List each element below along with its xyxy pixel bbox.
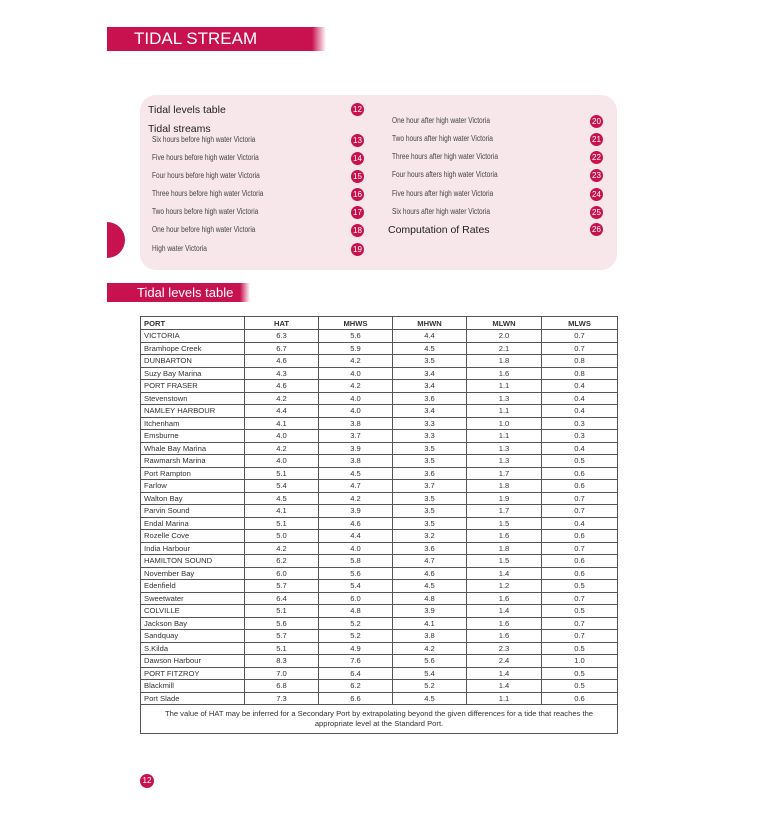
table-cell: 1.1 (467, 692, 542, 705)
table-cell: 0.4 (542, 517, 618, 530)
table-note-row (141, 705, 618, 734)
port-name-cell: Sandquay (141, 630, 245, 643)
table-row (141, 567, 618, 580)
table-cell: 1.1 (467, 430, 542, 443)
port-name-cell: HAMILTON SOUND (141, 555, 245, 568)
table-cell: 1.7 (467, 505, 542, 518)
toc-page-badge[interactable]: 12 (351, 103, 364, 116)
table-cell: 4.0 (319, 367, 393, 380)
table-cell: 1.5 (467, 517, 542, 530)
table-cell: 4.5 (393, 580, 467, 593)
table-cell: 0.3 (542, 417, 618, 430)
table-cell: 4.7 (319, 480, 393, 493)
table-cell: 6.6 (319, 692, 393, 705)
table-cell: 5.1 (245, 517, 319, 530)
toc-page-badge[interactable]: 25 (590, 206, 603, 219)
table-cell: 0.4 (542, 392, 618, 405)
table-row (141, 455, 618, 468)
table-cell: 3.9 (319, 442, 393, 455)
table-cell: 2.4 (467, 655, 542, 668)
table-cell: 4.4 (245, 405, 319, 418)
toc-item[interactable]: Five hours before high water Victoria (152, 153, 259, 162)
toc-item[interactable]: High water Victoria (152, 244, 207, 253)
table-cell: 4.5 (319, 467, 393, 480)
table-cell: 3.5 (393, 442, 467, 455)
table-cell: 0.7 (542, 492, 618, 505)
table-cell: 5.4 (245, 480, 319, 493)
table-row (141, 617, 618, 630)
table-cell: 4.9 (319, 642, 393, 655)
table-cell: 3.4 (393, 405, 467, 418)
table-cell: 3.5 (393, 492, 467, 505)
table-cell: 1.7 (467, 467, 542, 480)
table-row (141, 542, 618, 555)
table-cell: 4.2 (245, 542, 319, 555)
table-cell: 5.2 (393, 680, 467, 693)
table-cell: 0.7 (542, 542, 618, 555)
table-cell: 0.5 (542, 605, 618, 618)
table-cell: 3.9 (319, 505, 393, 518)
port-name-cell: Port Rampton (141, 467, 245, 480)
toc-page-badge[interactable]: 15 (351, 170, 364, 183)
port-name-cell: Farlow (141, 480, 245, 493)
table-cell: 4.5 (393, 692, 467, 705)
column-header: HAT (245, 317, 319, 330)
table-cell: 6.0 (245, 567, 319, 580)
table-cell: 7.0 (245, 667, 319, 680)
table-cell: 4.0 (319, 392, 393, 405)
table-cell: 5.6 (245, 617, 319, 630)
table-cell: 4.2 (319, 355, 393, 368)
port-name-cell: Edenfield (141, 580, 245, 593)
table-cell: 1.0 (542, 655, 618, 668)
table-cell: 3.8 (393, 630, 467, 643)
table-cell: 0.5 (542, 642, 618, 655)
table-cell: 5.0 (245, 530, 319, 543)
table-cell: 1.3 (467, 392, 542, 405)
table-cell: 6.2 (245, 555, 319, 568)
table-cell: 0.6 (542, 480, 618, 493)
table-cell: 1.0 (467, 417, 542, 430)
table-cell: 0.7 (542, 592, 618, 605)
port-name-cell: Itchenham (141, 417, 245, 430)
table-cell: 4.2 (393, 642, 467, 655)
table-cell: 3.7 (319, 430, 393, 443)
table-cell: 1.9 (467, 492, 542, 505)
table-cell: 0.5 (542, 455, 618, 468)
table-cell: 5.7 (245, 630, 319, 643)
table-cell: 5.6 (393, 655, 467, 668)
table-row (141, 330, 618, 343)
table-cell: 3.8 (319, 455, 393, 468)
side-tab-marker (107, 222, 125, 258)
table-cell: 5.9 (319, 342, 393, 355)
column-header: MLWS (542, 317, 618, 330)
table-row (141, 555, 618, 568)
table-cell: 0.7 (542, 505, 618, 518)
toc-item-tidal-levels[interactable]: Tidal levels table (148, 104, 226, 116)
table-cell: 0.6 (542, 567, 618, 580)
toc-page-badge[interactable]: 22 (590, 151, 603, 164)
table-cell: 4.1 (245, 417, 319, 430)
page-number: 12 (140, 774, 154, 788)
table-cell: 3.9 (393, 605, 467, 618)
contents-panel (140, 95, 617, 270)
table-cell: 4.6 (245, 380, 319, 393)
table-cell: 1.1 (467, 380, 542, 393)
table-cell: 0.7 (542, 630, 618, 643)
table-cell: 3.7 (393, 480, 467, 493)
port-name-cell: Rozelle Cove (141, 530, 245, 543)
table-cell: 4.4 (393, 330, 467, 343)
table-cell: 4.8 (319, 605, 393, 618)
table-cell: 0.8 (542, 367, 618, 380)
port-name-cell: Endal Marina (141, 517, 245, 530)
table-cell: 4.0 (319, 405, 393, 418)
toc-item[interactable]: One hour before high water Victoria (152, 225, 256, 234)
toc-item[interactable]: Four hours afters high water Victoria (392, 170, 498, 179)
port-name-cell: NAMLEY HARBOUR (141, 405, 245, 418)
table-cell: 0.7 (542, 330, 618, 343)
table-row (141, 430, 618, 443)
table-cell: 1.8 (467, 355, 542, 368)
table-cell: 4.6 (245, 355, 319, 368)
port-name-cell: India Harbour (141, 542, 245, 555)
table-cell: 1.6 (467, 630, 542, 643)
table-row (141, 405, 618, 418)
table-cell: 5.4 (393, 667, 467, 680)
table-note: The value of HAT may be inferred for a Secondary Port by extrapolating beyond the given differences for a tide that reaches the appropriate level at the Standard Port. (141, 705, 618, 734)
toc-heading-tidal-streams: Tidal streams (148, 123, 211, 135)
column-header: MLWN (467, 317, 542, 330)
port-name-cell: PORT FRASER (141, 380, 245, 393)
table-cell: 5.6 (319, 330, 393, 343)
toc-item[interactable]: Two hours before high water Victoria (152, 207, 259, 216)
toc-page-badge[interactable]: 24 (590, 188, 603, 201)
table-cell: 0.4 (542, 380, 618, 393)
table-row (141, 592, 618, 605)
table-cell: 3.4 (393, 380, 467, 393)
table-cell: 3.5 (393, 455, 467, 468)
table-cell: 3.6 (393, 392, 467, 405)
table-cell: 5.2 (319, 630, 393, 643)
table-row (141, 580, 618, 593)
table-cell: 5.7 (245, 580, 319, 593)
table-row (141, 392, 618, 405)
table-row (141, 467, 618, 480)
tidal-levels-table (140, 316, 618, 734)
table-cell: 1.2 (467, 580, 542, 593)
table-cell: 4.5 (245, 492, 319, 505)
table-cell: 1.3 (467, 455, 542, 468)
table-cell: 5.6 (319, 567, 393, 580)
table-cell: 0.3 (542, 430, 618, 443)
table-cell: 3.2 (393, 530, 467, 543)
table-cell: 6.2 (319, 680, 393, 693)
toc-item[interactable]: Six hours before high water Victoria (152, 135, 256, 144)
table-row (141, 630, 618, 643)
port-name-cell: DUNBARTON (141, 355, 245, 368)
table-cell: 1.6 (467, 592, 542, 605)
table-cell: 2.0 (467, 330, 542, 343)
table-cell: 8.3 (245, 655, 319, 668)
table-cell: 0.4 (542, 405, 618, 418)
toc-item[interactable]: Four hours before high water Victoria (152, 171, 260, 180)
table-cell: 6.4 (319, 667, 393, 680)
table-cell: 0.7 (542, 617, 618, 630)
toc-item[interactable]: Five hours after high water Victoria (392, 189, 494, 198)
table-cell: 6.3 (245, 330, 319, 343)
table-cell: 1.8 (467, 542, 542, 555)
table-cell: 0.7 (542, 342, 618, 355)
table-row (141, 605, 618, 618)
toc-item[interactable]: Three hours before high water Victoria (152, 189, 264, 198)
table-cell: 4.1 (393, 617, 467, 630)
toc-page-badge[interactable]: 17 (351, 206, 364, 219)
table-cell: 4.6 (319, 517, 393, 530)
toc-item[interactable]: Six hours after high water Victoria (392, 207, 490, 216)
toc-page-badge[interactable]: 16 (351, 188, 364, 201)
table-cell: 2.1 (467, 342, 542, 355)
port-name-cell: Port Slade (141, 692, 245, 705)
table-cell: 3.5 (393, 517, 467, 530)
table-cell: 5.4 (319, 580, 393, 593)
table-cell: 4.0 (319, 542, 393, 555)
table-cell: 0.6 (542, 555, 618, 568)
port-name-cell: Parvin Sound (141, 505, 245, 518)
section-title: Tidal levels table (107, 283, 240, 302)
table-cell: 0.5 (542, 667, 618, 680)
port-name-cell: Rawmarsh Marina (141, 455, 245, 468)
toc-page-badge[interactable]: 18 (351, 224, 364, 237)
table-cell: 1.6 (467, 367, 542, 380)
table-cell: 1.4 (467, 667, 542, 680)
table-cell: 7.6 (319, 655, 393, 668)
toc-page-badge[interactable]: 20 (590, 115, 603, 128)
table-row (141, 380, 618, 393)
table-cell: 4.4 (319, 530, 393, 543)
table-row (141, 530, 618, 543)
port-name-cell: Emsburne (141, 430, 245, 443)
table-cell: 3.5 (393, 355, 467, 368)
table-row (141, 505, 618, 518)
port-name-cell: Dawson Harbour (141, 655, 245, 668)
port-name-cell: VICTORIA (141, 330, 245, 343)
toc-page-badge[interactable]: 19 (351, 243, 364, 256)
port-name-cell: November Bay (141, 567, 245, 580)
table-cell: 3.3 (393, 430, 467, 443)
port-name-cell: Walton Bay (141, 492, 245, 505)
table-row (141, 442, 618, 455)
table-cell: 4.2 (245, 392, 319, 405)
table-cell: 5.2 (319, 617, 393, 630)
table-cell: 5.1 (245, 605, 319, 618)
port-name-cell: Whale Bay Marina (141, 442, 245, 455)
toc-item[interactable]: One hour after high water Victoria (392, 116, 490, 125)
table-row (141, 342, 618, 355)
table-cell: 4.7 (393, 555, 467, 568)
table-cell: 3.6 (393, 467, 467, 480)
table-row (141, 417, 618, 430)
table-cell: 6.0 (319, 592, 393, 605)
table-row (141, 680, 618, 693)
column-header: MHWS (319, 317, 393, 330)
table-row (141, 667, 618, 680)
port-name-cell: S.Kilda (141, 642, 245, 655)
toc-page-badge[interactable]: 23 (590, 169, 603, 182)
table-cell: 3.5 (393, 505, 467, 518)
table-cell: 5.8 (319, 555, 393, 568)
table-cell: 0.6 (542, 467, 618, 480)
table-cell: 4.1 (245, 505, 319, 518)
table-cell: 4.2 (319, 380, 393, 393)
toc-page-badge[interactable]: 26 (590, 223, 603, 236)
table-cell: 1.8 (467, 480, 542, 493)
table-cell: 6.7 (245, 342, 319, 355)
table-row (141, 367, 618, 380)
table-cell: 6.8 (245, 680, 319, 693)
table-cell: 4.6 (393, 567, 467, 580)
table-cell: 1.4 (467, 605, 542, 618)
toc-page-badge[interactable]: 13 (351, 134, 364, 147)
table-cell: 6.4 (245, 592, 319, 605)
table-cell: 0.8 (542, 355, 618, 368)
port-name-cell: PORT FITZROY (141, 667, 245, 680)
port-name-cell: Jackson Bay (141, 617, 245, 630)
table-cell: 4.0 (245, 430, 319, 443)
table-row (141, 517, 618, 530)
port-name-cell: Bramhope Creek (141, 342, 245, 355)
page-title: TIDAL STREAM ATLAS (107, 27, 312, 51)
table-row (141, 492, 618, 505)
table-cell: 0.5 (542, 680, 618, 693)
table-row (141, 480, 618, 493)
table-cell: 1.6 (467, 530, 542, 543)
column-header: MHWN (393, 317, 467, 330)
table-cell: 1.3 (467, 442, 542, 455)
table-cell: 3.6 (393, 542, 467, 555)
port-name-cell: COLVILLE (141, 605, 245, 618)
table-row (141, 655, 618, 668)
table-cell: 3.4 (393, 367, 467, 380)
toc-item-computation-of-rates[interactable]: Computation of Rates (388, 224, 490, 236)
table-cell: 7.3 (245, 692, 319, 705)
table-cell: 1.6 (467, 617, 542, 630)
table-cell: 4.2 (319, 492, 393, 505)
toc-page-badge[interactable]: 14 (351, 152, 364, 165)
column-header: PORT (141, 317, 245, 330)
table-cell: 4.3 (245, 367, 319, 380)
table-cell: 4.0 (245, 455, 319, 468)
table-cell: 5.1 (245, 642, 319, 655)
table-cell: 0.6 (542, 692, 618, 705)
table-cell: 4.2 (245, 442, 319, 455)
toc-item[interactable]: Two hours after high water Victoria (392, 134, 493, 143)
table-cell: 0.4 (542, 442, 618, 455)
table-cell: 0.5 (542, 580, 618, 593)
table-row (141, 355, 618, 368)
table-row (141, 642, 618, 655)
table-header-row (141, 317, 618, 330)
toc-page-badge[interactable]: 21 (590, 133, 603, 146)
table-cell: 1.5 (467, 555, 542, 568)
table-cell: 1.4 (467, 680, 542, 693)
table-cell: 1.4 (467, 567, 542, 580)
table-cell: 3.8 (319, 417, 393, 430)
port-name-cell: Suzy Bay Marina (141, 367, 245, 380)
table-cell: 4.8 (393, 592, 467, 605)
table-cell: 0.6 (542, 530, 618, 543)
port-name-cell: Sweetwater (141, 592, 245, 605)
table-cell: 2.3 (467, 642, 542, 655)
table-cell: 4.5 (393, 342, 467, 355)
port-name-cell: Blackmill (141, 680, 245, 693)
table-cell: 3.3 (393, 417, 467, 430)
table-row (141, 692, 618, 705)
port-name-cell: Stevenstown (141, 392, 245, 405)
toc-item[interactable]: Three hours after high water Victoria (392, 152, 498, 161)
table-cell: 5.1 (245, 467, 319, 480)
table-cell: 1.1 (467, 405, 542, 418)
